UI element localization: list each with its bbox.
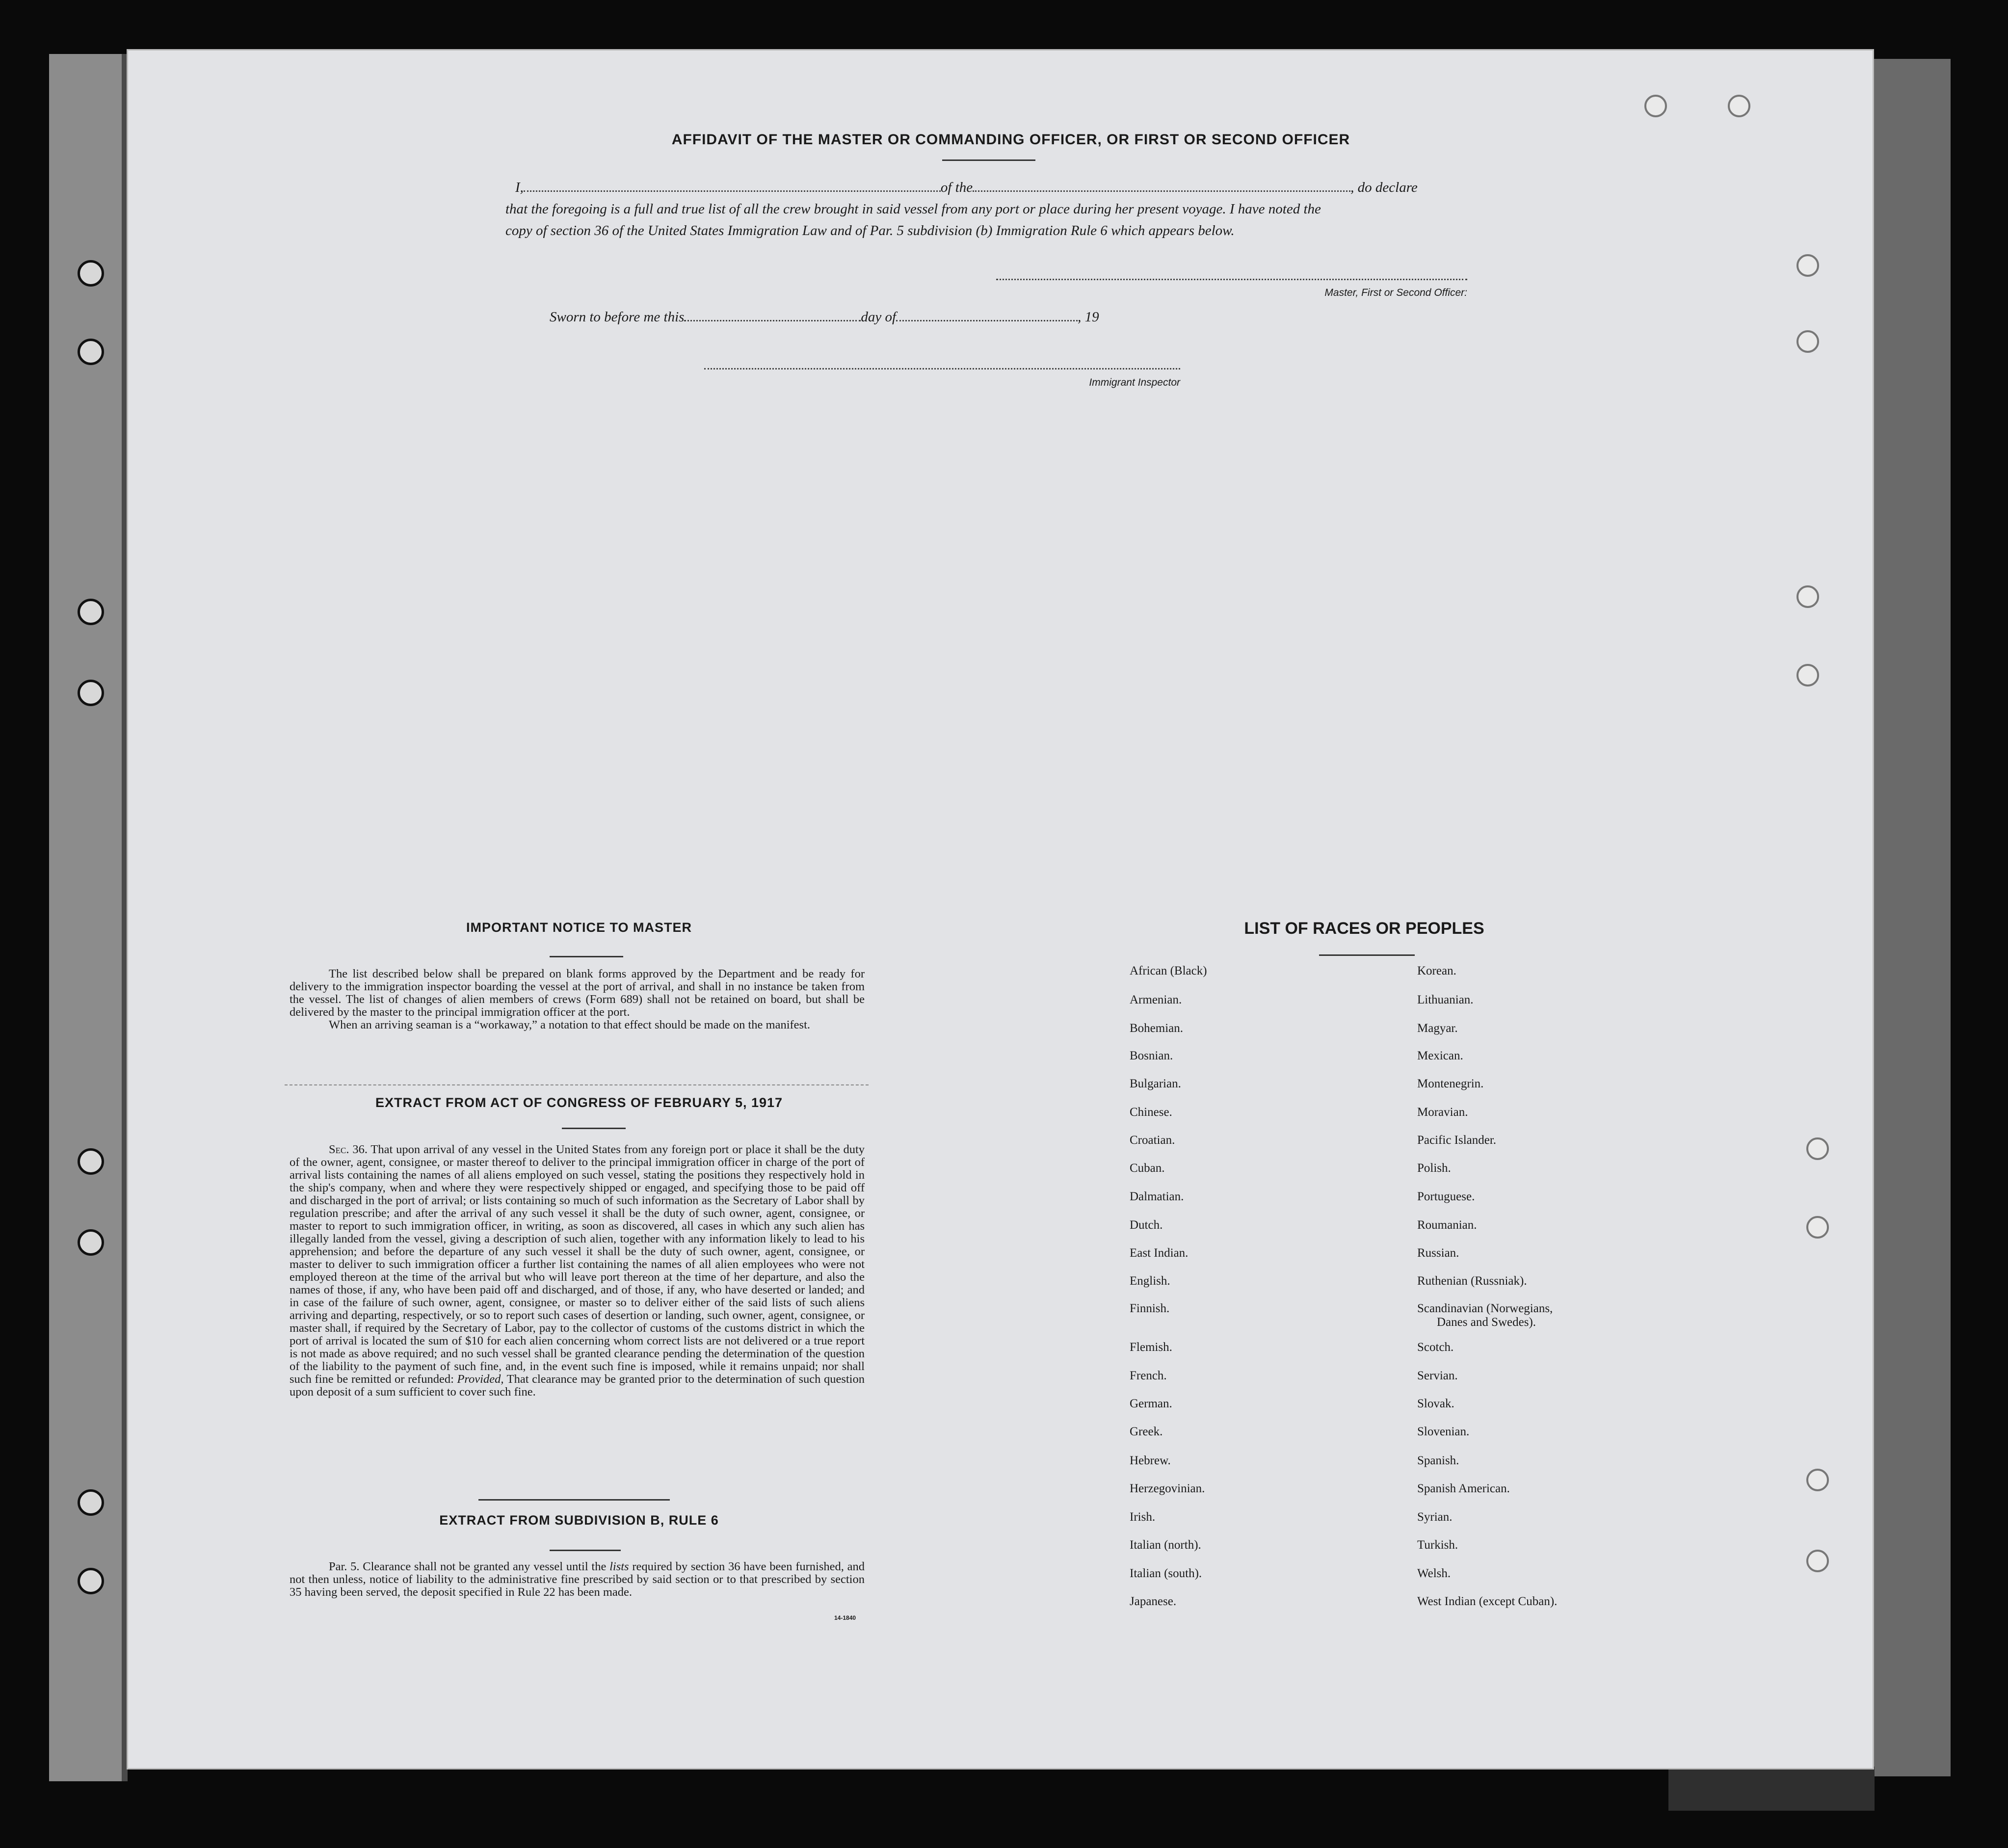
act-extract-title: EXTRACT FROM ACT OF CONGRESS OF FEBRUARY 5, 1917 — [375, 1095, 783, 1110]
race-item: Flemish. — [1130, 1341, 1172, 1354]
race-item: Scotch. — [1417, 1341, 1454, 1354]
race-item: Bosnian. — [1130, 1049, 1173, 1062]
declare-label: , do declare — [1350, 180, 1418, 195]
inspector-signature-line — [704, 368, 1180, 370]
sworn-label: Sworn to before me this — [550, 309, 685, 325]
race-item: Herzegovinian. — [1130, 1482, 1205, 1495]
punch-hole — [1797, 585, 1819, 608]
race-item: Greek. — [1130, 1425, 1163, 1438]
rule-extract-title: EXTRACT FROM SUBDIVISION B, RULE 6 — [439, 1513, 719, 1528]
race-item: English. — [1130, 1274, 1170, 1288]
month-blank — [896, 320, 1078, 321]
affidavit-title: AFFIDAVIT OF THE MASTER OR COMMANDING OFFICER, OR FIRST OR SECOND OFFICER — [671, 132, 1350, 148]
binder-ring — [78, 680, 104, 706]
of-the-label: of the — [940, 180, 973, 195]
binder-ring — [78, 1148, 104, 1175]
binder-ring — [78, 1489, 104, 1516]
races-rule — [1319, 954, 1415, 956]
vessel-blank — [973, 190, 1350, 192]
name-blank — [524, 190, 941, 192]
race-item: Chinese. — [1130, 1106, 1172, 1119]
bottom-shadow — [1668, 1767, 1875, 1811]
race-item: Servian. — [1417, 1369, 1458, 1382]
title-rule — [942, 159, 1035, 161]
sec-36-text-end: That clearance may be granted prior to the determination of such question upon deposit of a sum sufficient to cover such fine. — [290, 1373, 865, 1399]
rule-text-end: required by section 36 have been furnished, and not then unless, notice of liability to the administrative fine prescribed by said section or to that prescribed by section 35 having been served, the deposit specified in Rule 22 has been made. — [290, 1560, 865, 1599]
binder-ring — [78, 339, 104, 365]
races-title: LIST OF RACES OR PEOPLES — [1244, 919, 1484, 938]
notice-paragraph-1: The list described below shall be prepared on blank forms approved by the Department and be ready for delivery to the immigration inspector boarding the vessel at the port of arrival, and shall in no instance be taken from the vessel. The list of changes of alien members of crews (Form 689) shall not be retained on board, but shall be delivered by the master to the principal immigration officer at the port. — [290, 967, 865, 1019]
race-item: Spanish. — [1417, 1454, 1459, 1467]
punch-hole — [1797, 330, 1819, 353]
race-item: Slovenian. — [1417, 1425, 1470, 1438]
binder-strip — [49, 54, 125, 1781]
right-page-edge — [1872, 59, 1951, 1776]
punch-hole — [1806, 1137, 1829, 1160]
declaration-line-2: that the foregoing is a full and true list of all the crew brought in said vessel from any port or place during her present voyage. I have noted the — [505, 201, 1321, 217]
notice-paragraph-2: When an arriving seaman is a “workaway,” a notation to that effect should be made on the manifest. — [329, 1018, 811, 1031]
race-item: Hebrew. — [1130, 1454, 1171, 1467]
affidavit-body — [505, 177, 1958, 241]
race-item: Montenegrin. — [1417, 1077, 1484, 1090]
race-item: Japanese. — [1130, 1595, 1177, 1608]
race-item: Russian. — [1417, 1246, 1459, 1260]
race-item: German. — [1130, 1397, 1172, 1410]
rule-divider — [478, 1499, 670, 1501]
punch-hole — [1797, 664, 1819, 686]
section-divider — [285, 1084, 869, 1085]
inspector-label: Immigrant Inspector — [1089, 377, 1180, 388]
punch-hole — [1806, 1216, 1829, 1239]
race-item: Syrian. — [1417, 1510, 1453, 1524]
race-item: Magyar. — [1417, 1022, 1458, 1035]
race-item: French. — [1130, 1369, 1167, 1382]
notice-body — [290, 968, 865, 1031]
race-item: Armenian. — [1130, 993, 1182, 1006]
race-item: Korean. — [1417, 964, 1456, 977]
race-item: Portuguese. — [1417, 1190, 1475, 1203]
race-item: African (Black) — [1130, 964, 1207, 977]
race-item: Slovak. — [1417, 1397, 1454, 1410]
punch-hole — [1644, 95, 1667, 117]
binder-ring — [78, 260, 104, 287]
rule-extract-rule — [550, 1550, 621, 1551]
race-item: Polish. — [1417, 1162, 1451, 1175]
day-blank — [684, 320, 861, 321]
race-item: Italian (south). — [1130, 1567, 1202, 1580]
punch-hole — [1806, 1550, 1829, 1572]
race-item: Lithuanian. — [1417, 993, 1474, 1006]
race-item: Dutch. — [1130, 1218, 1163, 1232]
punch-hole — [1797, 254, 1819, 277]
race-item: Finnish. — [1130, 1302, 1170, 1315]
race-item: Bohemian. — [1130, 1022, 1184, 1035]
binder-ring — [78, 599, 104, 625]
race-item: Scandinavian (Norwegians, — [1417, 1302, 1553, 1315]
race-item: Spanish American. — [1417, 1482, 1510, 1495]
race-item: Dalmatian. — [1130, 1190, 1184, 1203]
rule-text-start: Par. 5. Clearance shall not be granted any vessel until the — [329, 1560, 607, 1573]
sec-label: Sec. 36. — [329, 1143, 368, 1156]
punch-hole — [1728, 95, 1750, 117]
race-item: Cuban. — [1130, 1162, 1165, 1175]
race-item: Croatian. — [1130, 1134, 1175, 1147]
race-item: Bulgarian. — [1130, 1077, 1181, 1090]
notice-rule — [550, 956, 623, 957]
race-item: Mexican. — [1417, 1049, 1463, 1062]
provided-word: Provided, — [457, 1373, 504, 1386]
race-item: Italian (north). — [1130, 1538, 1201, 1552]
race-item: Welsh. — [1417, 1567, 1451, 1580]
rule-extract-body — [290, 1560, 865, 1599]
race-item: Irish. — [1130, 1510, 1156, 1524]
sworn-line — [550, 309, 1099, 325]
race-item: Roumanian. — [1417, 1218, 1477, 1232]
i-label: I, — [515, 180, 524, 195]
punch-hole — [1806, 1469, 1829, 1491]
race-item: Moravian. — [1417, 1106, 1468, 1119]
race-item: Ruthenian (Russniak). — [1417, 1274, 1527, 1288]
race-item: West Indian (except Cuban). — [1417, 1595, 1558, 1608]
declaration-line-3: copy of section 36 of the United States Immigration Law and of Par. 5 subdivision (b) Immigration Rule 6 which appears below. — [505, 223, 1235, 238]
signature-label: Master, First or Second Officer: — [1324, 287, 1467, 298]
race-item: East Indian. — [1130, 1246, 1189, 1260]
binder-ring — [78, 1568, 104, 1594]
race-item: Turkish. — [1417, 1538, 1458, 1552]
lists-word: lists — [609, 1560, 629, 1573]
act-extract-body — [290, 1143, 865, 1399]
day-of-label: day of — [861, 309, 897, 325]
document-page — [127, 49, 1874, 1769]
race-item: Pacific Islander. — [1417, 1134, 1497, 1147]
sec-36-text: That upon arrival of any vessel in the United States from any foreign port or place it shall be the duty of the owner, agent, consignee, or master thereof to deliver to the principal immigration officer in charge of the port of arrival lists containing the names of all aliens employed on such vessel, stating the positions they respectively hold in the ship's company, when and where they were respectively shipped or engaged, and specifying those to be paid off and discharged in the port of arrival; or lists containing so much of such information as the Secretary of Labor shall by regulation prescribe; and after the arrival of any such vessel it shall be the duty of such owner, agent, consignee, or master to report to such immigration officer, in writing, as soon as discovered, all cases in which any such alien has illegally landed from the vessel, giving a description of such alien, together with any information likely to lead to his apprehension; and before the departure of any such vessel it shall be the duty of such owner, agent, consignee, or master to deliver to such immigration officer a further list containing the names of all alien employees who were not employed thereon at the time of the arrival but who will leave port thereon at the time of her departure, and also the names of those, if any, who have been paid off and discharged, and of those, if any, who have deserted or landed; and in case of the failure of such owner, agent, consignee, or master so to deliver either of the said lists of such aliens arriving and departing, respectively, or so to report such cases of desertion or landing, such owner, agent, consignee, or master shall, if required by the Secretary of Labor, pay to the collector of customs of the customs district in which the port of arrival is located the sum of $10 for each alien concerning whom correct lists are not delivered or a true report is not made as above required; and no such vessel shall be granted clearance pending the determination of the question of the liability to the payment of such fine, and, in the event such fine is imposed, while it remains unpaid; nor shall such fine be remitted or refunded: — [290, 1143, 865, 1386]
signature-line — [996, 279, 1467, 280]
declaration-line — [505, 177, 1958, 198]
binder-ring — [78, 1229, 104, 1256]
year-label: , 19 — [1078, 309, 1099, 325]
race-item-continuation: Danes and Swedes). — [1437, 1316, 1536, 1329]
notice-title: IMPORTANT NOTICE TO MASTER — [466, 920, 692, 935]
act-extract-rule — [562, 1128, 626, 1129]
form-number: 14-1840 — [834, 1614, 856, 1621]
